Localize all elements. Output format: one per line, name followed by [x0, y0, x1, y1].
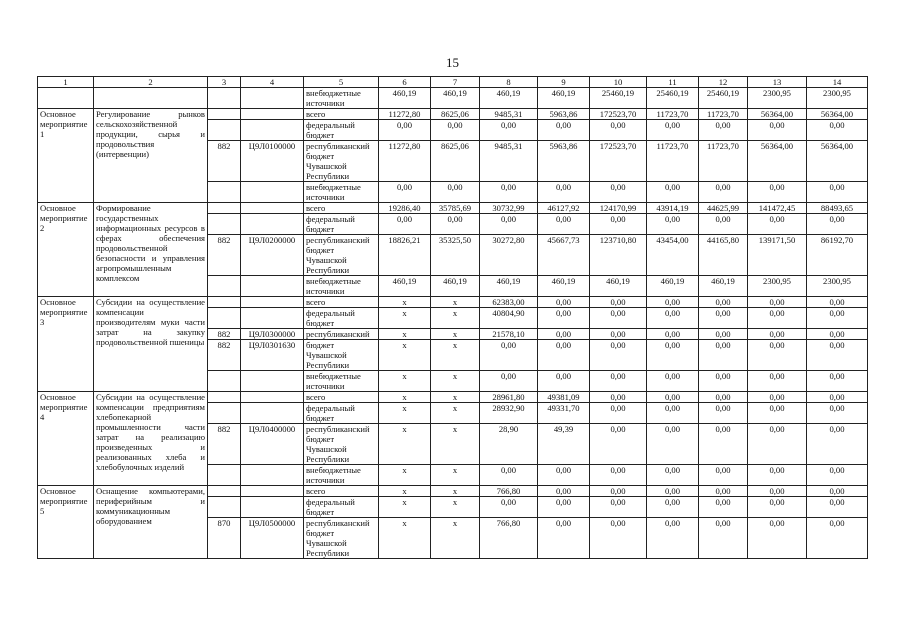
amount-cell: 0,00: [538, 308, 590, 329]
column-number: 10: [590, 77, 647, 88]
budget-class-code: [241, 120, 304, 141]
amount-cell: 25460,19: [647, 88, 699, 109]
amount-cell: 0,00: [538, 486, 590, 497]
budget-class-code: Ц9Л0200000: [241, 235, 304, 276]
amount-cell: 21578,10: [480, 329, 538, 340]
column-number: 11: [647, 77, 699, 88]
amount-cell: 0,00: [480, 465, 538, 486]
amount-cell: 46127,92: [538, 203, 590, 214]
amount-cell: 2300,95: [807, 276, 868, 297]
amount-cell: 0,00: [480, 371, 538, 392]
amount-cell: 0,00: [480, 214, 538, 235]
amount-cell: 11723,70: [699, 109, 748, 120]
funding-source: внебюджетные источники: [304, 182, 379, 203]
budget-class-code: Ц9Л0400000: [241, 424, 304, 465]
amount-cell: 0,00: [538, 340, 590, 371]
amount-cell: 0,00: [748, 497, 807, 518]
amount-cell: 0,00: [590, 329, 647, 340]
amount-cell: x: [379, 340, 431, 371]
funding-source: всего: [304, 297, 379, 308]
amount-cell: 28961,80: [480, 392, 538, 403]
amount-cell: 0,00: [538, 371, 590, 392]
activity-description: Регулирование рынков сельскохозяйственной продукции, сырья и продовольствия (интервенции): [94, 109, 208, 203]
amount-cell: 0,00: [807, 486, 868, 497]
amount-cell: 5963,86: [538, 109, 590, 120]
activity-label: Основное мероприятие 1: [38, 109, 94, 203]
amount-cell: 0,00: [647, 424, 699, 465]
amount-cell: x: [379, 392, 431, 403]
amount-cell: 35785,69: [431, 203, 480, 214]
column-number: 14: [807, 77, 868, 88]
amount-cell: 0,00: [379, 182, 431, 203]
table-row: [38, 109, 868, 120]
admin-code: 882: [208, 329, 241, 340]
amount-cell: 0,00: [699, 329, 748, 340]
amount-cell: 0,00: [748, 329, 807, 340]
admin-code: [208, 120, 241, 141]
amount-cell: x: [431, 329, 480, 340]
amount-cell: 0,00: [807, 392, 868, 403]
amount-cell: 44625,99: [699, 203, 748, 214]
amount-cell: x: [379, 403, 431, 424]
budget-class-code: Ц9Л0300000: [241, 329, 304, 340]
amount-cell: 0,00: [807, 308, 868, 329]
amount-cell: 0,00: [807, 340, 868, 371]
admin-code: [208, 109, 241, 120]
amount-cell: 0,00: [590, 214, 647, 235]
amount-cell: 0,00: [590, 497, 647, 518]
amount-cell: 0,00: [699, 340, 748, 371]
amount-cell: 0,00: [590, 403, 647, 424]
funding-source: федеральный бюджет: [304, 120, 379, 141]
amount-cell: 0,00: [590, 340, 647, 371]
amount-cell: 0,00: [590, 182, 647, 203]
amount-cell: 56364,00: [807, 109, 868, 120]
amount-cell: 8625,06: [431, 141, 480, 182]
funding-source: внебюджетные источники: [304, 276, 379, 297]
budget-table: [37, 76, 868, 559]
budget-class-code: [241, 109, 304, 120]
budget-class-code: [241, 276, 304, 297]
page-number: 15: [446, 55, 459, 70]
amount-cell: 19286,40: [379, 203, 431, 214]
amount-cell: 0,00: [538, 329, 590, 340]
amount-cell: 0,00: [699, 518, 748, 559]
amount-cell: x: [431, 518, 480, 559]
amount-cell: 766,80: [480, 518, 538, 559]
amount-cell: 0,00: [748, 392, 807, 403]
admin-code: 882: [208, 235, 241, 276]
amount-cell: 0,00: [538, 497, 590, 518]
amount-cell: 0,00: [431, 214, 480, 235]
funding-source: республиканский бюджет Чувашской Республики: [304, 141, 379, 182]
amount-cell: 460,19: [379, 276, 431, 297]
amount-cell: 0,00: [647, 486, 699, 497]
amount-cell: 0,00: [538, 297, 590, 308]
column-number: 2: [94, 77, 208, 88]
activity-label: Основное мероприятие 4: [38, 392, 94, 486]
amount-cell: 0,00: [699, 392, 748, 403]
amount-cell: 0,00: [538, 518, 590, 559]
amount-cell: 0,00: [748, 486, 807, 497]
amount-cell: 43914,19: [647, 203, 699, 214]
funding-source: федеральный бюджет: [304, 308, 379, 329]
budget-class-code: Ц9Л0100000: [241, 141, 304, 182]
column-number: 5: [304, 77, 379, 88]
amount-cell: 2300,95: [807, 88, 868, 109]
column-number: 8: [480, 77, 538, 88]
amount-cell: 0,00: [807, 424, 868, 465]
budget-class-code: [241, 465, 304, 486]
amount-cell: x: [431, 340, 480, 371]
funding-source: внебюджетные источники: [304, 371, 379, 392]
amount-cell: 0,00: [699, 214, 748, 235]
amount-cell: 0,00: [748, 371, 807, 392]
amount-cell: 460,19: [431, 88, 480, 109]
funding-source: федеральный бюджет: [304, 214, 379, 235]
budget-class-code: [241, 88, 304, 109]
amount-cell: 43454,00: [647, 235, 699, 276]
column-number: 7: [431, 77, 480, 88]
amount-cell: 11272,80: [379, 109, 431, 120]
funding-source: бюджет Чувашской Республики: [304, 340, 379, 371]
amount-cell: x: [379, 297, 431, 308]
amount-cell: 0,00: [647, 340, 699, 371]
amount-cell: 11723,70: [647, 109, 699, 120]
column-number: 3: [208, 77, 241, 88]
admin-code: [208, 203, 241, 214]
amount-cell: 11723,70: [699, 141, 748, 182]
amount-cell: 0,00: [647, 120, 699, 141]
amount-cell: 0,00: [699, 182, 748, 203]
amount-cell: 0,00: [647, 465, 699, 486]
amount-cell: 141472,45: [748, 203, 807, 214]
amount-cell: 172523,70: [590, 141, 647, 182]
column-number: 9: [538, 77, 590, 88]
table-row: [38, 392, 868, 403]
amount-cell: 460,19: [538, 88, 590, 109]
amount-cell: 56364,00: [807, 141, 868, 182]
amount-cell: 49,39: [538, 424, 590, 465]
amount-cell: 0,00: [590, 120, 647, 141]
table-row: [38, 203, 868, 214]
amount-cell: 0,00: [807, 214, 868, 235]
amount-cell: x: [431, 371, 480, 392]
amount-cell: x: [431, 486, 480, 497]
amount-cell: 766,80: [480, 486, 538, 497]
amount-cell: x: [431, 465, 480, 486]
amount-cell: 56364,00: [748, 141, 807, 182]
amount-cell: 0,00: [647, 371, 699, 392]
amount-cell: 8625,06: [431, 109, 480, 120]
amount-cell: 460,19: [480, 88, 538, 109]
admin-code: [208, 88, 241, 109]
amount-cell: 139171,50: [748, 235, 807, 276]
admin-code: [208, 182, 241, 203]
amount-cell: 35325,50: [431, 235, 480, 276]
amount-cell: 0,00: [807, 371, 868, 392]
amount-cell: 5963,86: [538, 141, 590, 182]
amount-cell: 9485,31: [480, 109, 538, 120]
amount-cell: 0,00: [538, 182, 590, 203]
amount-cell: 0,00: [807, 120, 868, 141]
amount-cell: x: [379, 486, 431, 497]
amount-cell: 45667,73: [538, 235, 590, 276]
amount-cell: 0,00: [647, 497, 699, 518]
amount-cell: 0,00: [480, 497, 538, 518]
amount-cell: 11272,80: [379, 141, 431, 182]
amount-cell: x: [379, 329, 431, 340]
amount-cell: 30272,80: [480, 235, 538, 276]
activity-description: Формирование государственных информационных ресурсов в сферах обеспечения продовольственной безопасности и управления агропромышленным комплексом: [94, 203, 208, 297]
amount-cell: 0,00: [590, 486, 647, 497]
admin-code: [208, 276, 241, 297]
amount-cell: 0,00: [647, 297, 699, 308]
amount-cell: x: [431, 297, 480, 308]
activity-description: Субсидии на осуществление компенсации предприятиям хлебопекарной промышленности части затрат на реализацию произведенных и реализованных хлеба и хлебобулочных изделий: [94, 392, 208, 486]
amount-cell: 25460,19: [699, 88, 748, 109]
amount-cell: 0,00: [379, 214, 431, 235]
amount-cell: x: [431, 424, 480, 465]
funding-source: всего: [304, 392, 379, 403]
amount-cell: 0,00: [807, 182, 868, 203]
amount-cell: 44165,80: [699, 235, 748, 276]
amount-cell: 0,00: [480, 182, 538, 203]
amount-cell: 0,00: [480, 340, 538, 371]
amount-cell: 460,19: [647, 276, 699, 297]
amount-cell: 0,00: [590, 371, 647, 392]
activity-description: [94, 88, 208, 109]
funding-source: внебюджетные источники: [304, 88, 379, 109]
amount-cell: 0,00: [590, 392, 647, 403]
funding-source: республиканский бюджет Чувашской Республики: [304, 424, 379, 465]
amount-cell: 49381,09: [538, 392, 590, 403]
amount-cell: 0,00: [647, 518, 699, 559]
budget-class-code: [241, 182, 304, 203]
activity-description: Субсидии на осуществление компенсации производителям муки части затрат на закупку продовольственной пшеницы: [94, 297, 208, 392]
admin-code: [208, 392, 241, 403]
admin-code: [208, 371, 241, 392]
amount-cell: 0,00: [748, 518, 807, 559]
activity-label: Основное мероприятие 3: [38, 297, 94, 392]
funding-source: федеральный бюджет: [304, 403, 379, 424]
amount-cell: 0,00: [748, 465, 807, 486]
amount-cell: 0,00: [647, 182, 699, 203]
amount-cell: 0,00: [807, 403, 868, 424]
amount-cell: 0,00: [807, 518, 868, 559]
budget-class-code: [241, 403, 304, 424]
admin-code: [208, 497, 241, 518]
amount-cell: x: [379, 465, 431, 486]
amount-cell: 0,00: [590, 518, 647, 559]
activity-label: Основное мероприятие 2: [38, 203, 94, 297]
amount-cell: 62383,00: [480, 297, 538, 308]
activity-label: Основное мероприятие 5: [38, 486, 94, 559]
budget-class-code: [241, 297, 304, 308]
amount-cell: 0,00: [748, 308, 807, 329]
amount-cell: 0,00: [647, 329, 699, 340]
budget-class-code: [241, 392, 304, 403]
admin-code: [208, 297, 241, 308]
budget-class-code: [241, 486, 304, 497]
amount-cell: 2300,95: [748, 276, 807, 297]
column-number: 1: [38, 77, 94, 88]
funding-source: всего: [304, 486, 379, 497]
column-number: 4: [241, 77, 304, 88]
amount-cell: 0,00: [748, 182, 807, 203]
amount-cell: 460,19: [699, 276, 748, 297]
amount-cell: 0,00: [699, 308, 748, 329]
table-row: [38, 486, 868, 497]
admin-code: [208, 465, 241, 486]
amount-cell: x: [431, 497, 480, 518]
amount-cell: 0,00: [480, 120, 538, 141]
column-number: 6: [379, 77, 431, 88]
admin-code: [208, 214, 241, 235]
amount-cell: 0,00: [379, 120, 431, 141]
amount-cell: 0,00: [807, 329, 868, 340]
amount-cell: x: [379, 308, 431, 329]
budget-class-code: [241, 214, 304, 235]
table-row: [38, 88, 868, 109]
funding-source: федеральный бюджет: [304, 497, 379, 518]
amount-cell: 0,00: [647, 392, 699, 403]
amount-cell: 0,00: [590, 308, 647, 329]
admin-code: [208, 403, 241, 424]
amount-cell: 0,00: [699, 486, 748, 497]
budget-class-code: [241, 308, 304, 329]
budget-class-code: Ц9Л0500000: [241, 518, 304, 559]
admin-code: [208, 486, 241, 497]
column-number: 13: [748, 77, 807, 88]
amount-cell: 0,00: [699, 403, 748, 424]
amount-cell: 0,00: [538, 465, 590, 486]
amount-cell: 0,00: [647, 214, 699, 235]
amount-cell: 86192,70: [807, 235, 868, 276]
amount-cell: 2300,95: [748, 88, 807, 109]
funding-source: всего: [304, 109, 379, 120]
amount-cell: 460,19: [379, 88, 431, 109]
amount-cell: 0,00: [699, 120, 748, 141]
amount-cell: 56364,00: [748, 109, 807, 120]
amount-cell: 88493,65: [807, 203, 868, 214]
amount-cell: 0,00: [807, 465, 868, 486]
amount-cell: x: [379, 371, 431, 392]
column-number: 12: [699, 77, 748, 88]
amount-cell: 0,00: [748, 120, 807, 141]
admin-code: 870: [208, 518, 241, 559]
admin-code: 882: [208, 141, 241, 182]
amount-cell: x: [379, 424, 431, 465]
admin-code: 882: [208, 340, 241, 371]
amount-cell: 0,00: [699, 297, 748, 308]
amount-cell: x: [379, 497, 431, 518]
amount-cell: 0,00: [807, 297, 868, 308]
amount-cell: 460,19: [590, 276, 647, 297]
amount-cell: x: [431, 403, 480, 424]
amount-cell: 40804,90: [480, 308, 538, 329]
amount-cell: 0,00: [748, 403, 807, 424]
amount-cell: 0,00: [748, 214, 807, 235]
budget-class-code: [241, 371, 304, 392]
amount-cell: 0,00: [748, 297, 807, 308]
amount-cell: 124170,99: [590, 203, 647, 214]
amount-cell: 11723,70: [647, 141, 699, 182]
funding-source: всего: [304, 203, 379, 214]
funding-source: республиканский бюджет Чувашской Республики: [304, 518, 379, 559]
amount-cell: 460,19: [538, 276, 590, 297]
amount-cell: 0,00: [807, 497, 868, 518]
amount-cell: 460,19: [480, 276, 538, 297]
amount-cell: 18826,21: [379, 235, 431, 276]
amount-cell: 0,00: [431, 120, 480, 141]
amount-cell: 0,00: [538, 214, 590, 235]
amount-cell: 172523,70: [590, 109, 647, 120]
amount-cell: x: [379, 518, 431, 559]
header-row: [38, 77, 868, 88]
budget-class-code: [241, 497, 304, 518]
budget-class-code: [241, 203, 304, 214]
table-row: [38, 297, 868, 308]
amount-cell: 0,00: [748, 340, 807, 371]
admin-code: [208, 308, 241, 329]
activity-description: Оснащение компьютерами, периферийным и коммуникационным оборудованием: [94, 486, 208, 559]
amount-cell: 0,00: [431, 182, 480, 203]
activity-label: [38, 88, 94, 109]
funding-source: внебюджетные источники: [304, 465, 379, 486]
amount-cell: 30732,99: [480, 203, 538, 214]
admin-code: 882: [208, 424, 241, 465]
amount-cell: 0,00: [699, 371, 748, 392]
amount-cell: 0,00: [748, 424, 807, 465]
amount-cell: 28,90: [480, 424, 538, 465]
amount-cell: 0,00: [647, 308, 699, 329]
amount-cell: 0,00: [590, 465, 647, 486]
amount-cell: 25460,19: [590, 88, 647, 109]
amount-cell: 0,00: [699, 497, 748, 518]
amount-cell: 28932,90: [480, 403, 538, 424]
amount-cell: 460,19: [431, 276, 480, 297]
amount-cell: 0,00: [590, 424, 647, 465]
funding-source: республиканский бюджет Чувашской Республики: [304, 235, 379, 276]
amount-cell: x: [431, 392, 480, 403]
amount-cell: 49331,70: [538, 403, 590, 424]
amount-cell: 0,00: [699, 465, 748, 486]
funding-source: республиканский: [304, 329, 379, 340]
amount-cell: x: [431, 308, 480, 329]
amount-cell: 0,00: [590, 297, 647, 308]
budget-class-code: Ц9Л0301630: [241, 340, 304, 371]
amount-cell: 123710,80: [590, 235, 647, 276]
amount-cell: 0,00: [538, 120, 590, 141]
amount-cell: 0,00: [647, 403, 699, 424]
amount-cell: 0,00: [699, 424, 748, 465]
amount-cell: 9485,31: [480, 141, 538, 182]
